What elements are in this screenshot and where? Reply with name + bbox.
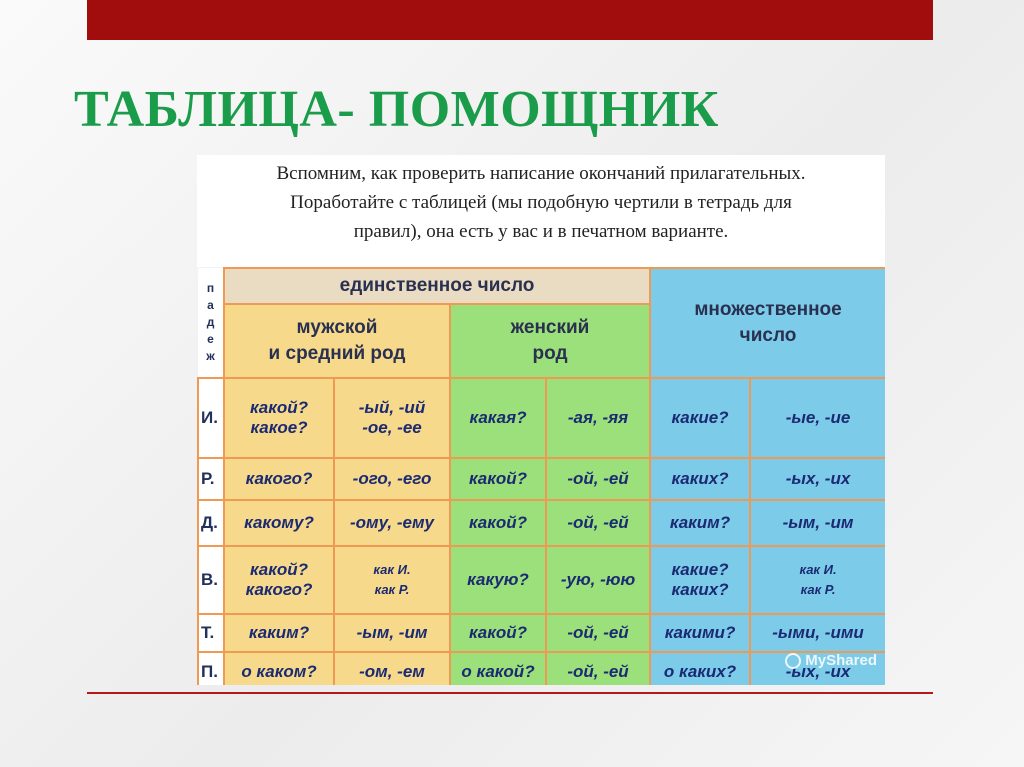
case-label: В. [198,546,224,614]
fem-ending: -ой, -ей [546,500,650,546]
masc-question: какого? [224,458,334,500]
table-row [198,652,885,685]
masc-ending: -ый, -ий -ое, -ее [334,378,450,458]
singular-header: единственное число [224,268,650,304]
case-label: Д. [198,500,224,546]
plural-ending: -ыми, -ими [750,614,885,652]
intro-line: Вспомним, как проверить написание окончаний прилагательных. [276,163,806,184]
bottom-accent-line [87,692,933,694]
fem-ending: -ой, -ей [546,458,650,500]
plural-question: какими? [650,614,750,652]
table-image [197,155,885,685]
masc-ending: -ого, -его [334,458,450,500]
masc-ending: как И. как Р. [334,546,450,614]
plural-question: каким? [650,500,750,546]
top-accent-bar [87,0,933,40]
table-row [198,458,885,500]
intro-line: правил), она есть у вас и в печатном варианте. [353,221,729,242]
masc-question: какому? [224,500,334,546]
adjective-endings-table [197,267,885,685]
fem-ending: -ой, -ей [546,614,650,652]
plural-question: какие? каких? [650,546,750,614]
masc-ending: -ому, -ему [334,500,450,546]
watermark [785,652,877,669]
masc-ending: -ом, -ем [334,652,450,685]
plural-header: множественное число [650,268,885,378]
fem-question: какую? [450,546,546,614]
watermark-logo-icon [785,653,801,669]
case-label: Р. [198,458,224,500]
fem-question: какой? [450,614,546,652]
case-label: П. [198,652,224,685]
fem-question: какая? [450,378,546,458]
plural-question: каких? [650,458,750,500]
plural-ending: -ым, -им [750,500,885,546]
table-row [198,500,885,546]
case-label: И. [198,378,224,458]
plural-ending: -ые, -ие [750,378,885,458]
plural-ending: как И. как Р. [750,546,885,614]
masc-question: каким? [224,614,334,652]
adjective-endings-table-wrap [197,267,885,685]
masc-question: какой? какое? [224,378,334,458]
fem-question: о какой? [450,652,546,685]
intro-text [197,155,885,267]
table-row [198,614,885,652]
table-row [198,378,885,458]
masc-question: какой? какого? [224,546,334,614]
masc-ending: -ым, -им [334,614,450,652]
table-row [198,546,885,614]
fem-question: какой? [450,458,546,500]
slide-title: ТАБЛИЦА- ПОМОЩНИК [74,81,719,138]
intro-line: Поработайте с таблицей (мы подобную чертили в тетрадь для [290,192,792,213]
case-header: п а д е ж [198,268,224,378]
masculine-neuter-header: мужской и средний род [224,304,450,378]
watermark-text: MyShared [805,652,877,669]
fem-ending: -ую, -юю [546,546,650,614]
case-label: Т. [198,614,224,652]
fem-ending: -ой, -ей [546,652,650,685]
fem-ending: -ая, -яя [546,378,650,458]
plural-ending: -ых, -их [750,652,885,685]
fem-question: какой? [450,500,546,546]
feminine-header: женский род [450,304,650,378]
plural-question: о каких? [650,652,750,685]
masc-question: о каком? [224,652,334,685]
plural-ending: -ых, -их [750,458,885,500]
plural-question: какие? [650,378,750,458]
